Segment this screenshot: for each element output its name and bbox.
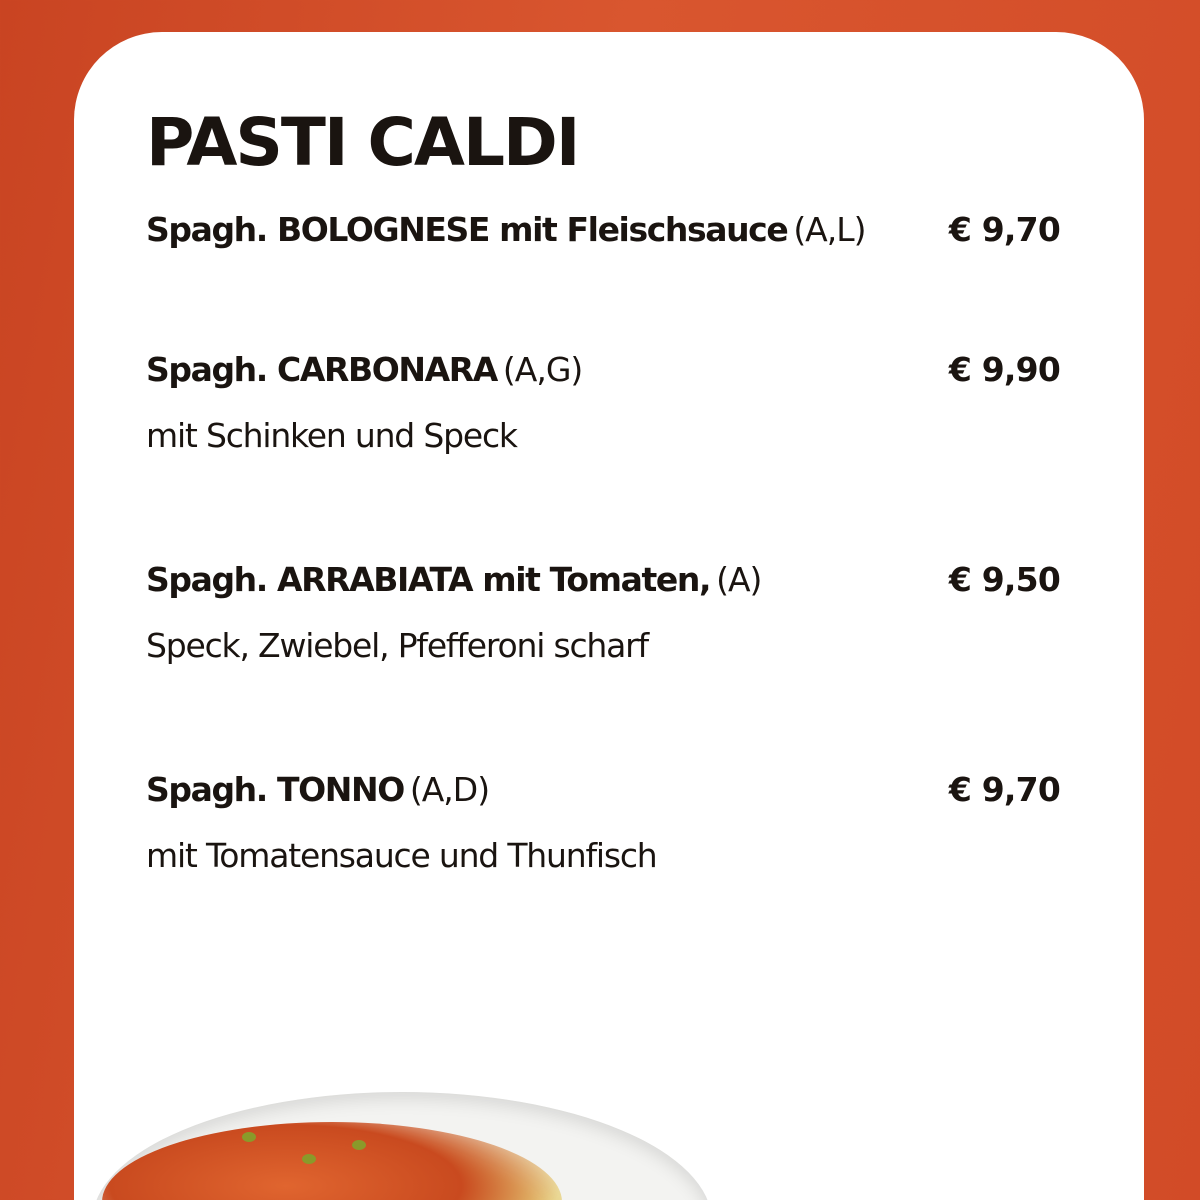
menu-item-name: Spagh. CARBONARA [146, 350, 497, 389]
menu-card [74, 32, 1144, 1200]
menu-item-bolognese [146, 210, 1066, 254]
menu-item-price: € 9,70 [948, 210, 1060, 249]
menu-item-price: € 9,90 [948, 350, 1060, 389]
menu-item-description: mit Schinken und Speck [146, 416, 517, 455]
menu-item-description: Speck, Zwiebel, Pfefferoni scharf [146, 626, 648, 665]
menu-item-line [146, 560, 1066, 604]
herb-garnish-icon [302, 1154, 316, 1164]
menu-item-price: € 9,70 [948, 770, 1060, 809]
menu-item-allergens: (A) [716, 560, 762, 599]
pasta-photo-icon [102, 1122, 562, 1200]
menu-item-name: Spagh. TONNO [146, 770, 404, 809]
menu-item-allergens: (A,D) [409, 770, 490, 809]
herb-garnish-icon [242, 1132, 256, 1142]
menu-item-line [146, 210, 1066, 254]
menu-item-carbonara [146, 350, 1066, 455]
menu-item-price: € 9,50 [948, 560, 1060, 599]
menu-item-name: Spagh. ARRABIATA mit Tomaten, [146, 560, 711, 599]
menu-item-line [146, 350, 1066, 394]
menu-item-description: mit Tomatensauce und Thunfisch [146, 836, 657, 875]
menu-item-name: Spagh. BOLOGNESE mit Fleischsauce [146, 210, 788, 249]
menu-title: PASTI CALDI [146, 104, 579, 181]
menu-item-tonno [146, 770, 1066, 875]
menu-item-arrabiata [146, 560, 1066, 665]
menu-item-allergens: (A,G) [502, 350, 583, 389]
pasta-plate-photo [92, 1092, 712, 1200]
menu-item-allergens: (A,L) [793, 210, 866, 249]
menu-item-line [146, 770, 1066, 814]
herb-garnish-icon [352, 1140, 366, 1150]
